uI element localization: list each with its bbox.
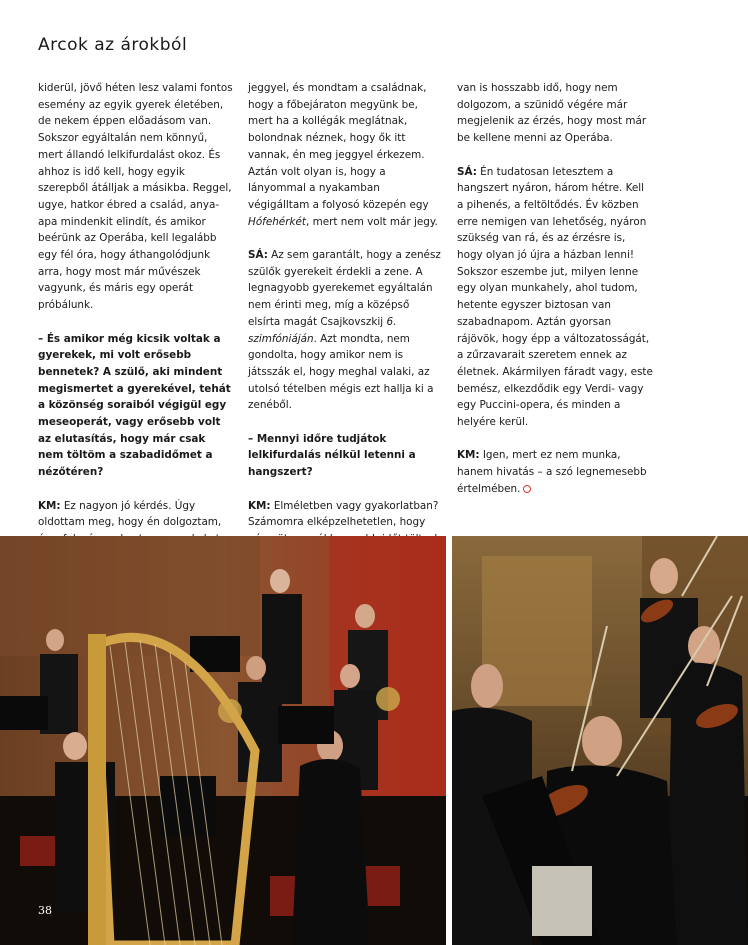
- title-italic: Hófehérkét: [248, 215, 306, 228]
- interview-question: – Mennyi időre tudjátok lelkifurdalás nélkül letenni a hangszert?: [248, 432, 416, 479]
- page-title: Arcok az árokból: [38, 35, 188, 55]
- answer-text: Én tudatosan letesztem a hangszert nyáron, három hétre. Kell a pihenés, a feltöltődés. Év közben erre nemigen van lehetőség, nyáron szükség van rá, és az érzésre is, hogy olyan jó újra a házban lenni! Sokszor eszembe jut, milyen lenne egy olyan munkahely, ahol tudom, hetente egyszer biztosan van szabadnapom. Aztán gyorsan rájövök, hogy épp a változatosságát, a zűrzavarait szeretem ennek az életnek. Akármilyen fáradt vagy, este bemész, elkezdődik egy Verdi- vagy egy Puccini-opera, és minden a helyére kerül.: [457, 165, 653, 429]
- speaker-initials: KM:: [248, 499, 271, 512]
- interview-question: – És amikor még kicsik voltak a gyerekek, mi volt erősebb bennetek? A szülő, aki mindent megismertet a gyerekével, tehát a közönség soraiból végigül egy meseoperát, vagy erősebb volt az elutasítás, hogy már csak nem töltöm a szabadidőmet a nézőtéren?: [38, 332, 231, 479]
- paragraph: kiderül, jövő héten lesz valami fontos esemény az egyik gyerek életében, de nekem éppen előadásom van. Sokszor egyáltalán nem könnyű, mert állandó lelkifurdalást okoz. És ahhoz is idő kell, hogy egyik szerepből átálljak a másikba. Reggel, ugye, hatkor ébred a család, anya-apa mindenkit elindít, és amikor beérünk az Operába, kell legalább egy fél óra, hogy áthangolódjunk arra, hogy most már művészek vagyunk, és máris egy operát próbálunk.: [38, 82, 233, 312]
- orchestra-harp-photo: [0, 536, 446, 945]
- answer-text: Igen, mert ez nem munka, hanem hivatás – a szó legnemesebb értelmében.: [457, 449, 647, 495]
- paragraph: van is hosszabb idő, hogy nem dolgozom, a szünidő végére már megjelenik az érzés, hogy most már be kellene menni az Operába.: [457, 82, 647, 145]
- circle-end-mark-icon: [523, 485, 531, 493]
- title-italic: 6. szimfóniáján: [248, 315, 397, 345]
- speaker-initials: KM:: [457, 449, 480, 462]
- text-span: Az sem garantált, hogy a zenész szülők gyerekeit érdekli a zene. A legnagyobb gyerekemet egyáltalán nem érinti meg, míg a középső elsírta magát Csajkovszkij: [248, 249, 441, 328]
- text-span: , mert nem volt már jegy.: [305, 215, 438, 228]
- paragraph: [248, 247, 444, 414]
- speaker-initials: SÁ:: [457, 165, 477, 178]
- text-span: . Azt mondta, nem gondolta, hogy amikor nem is játsszák el, hogy meghal valaki, az utolsó tételben mégis ezt hallja ki a zenéből.: [248, 332, 434, 412]
- text-column-2: [248, 80, 444, 581]
- paragraph: [248, 80, 444, 230]
- speaker-initials: KM:: [38, 499, 61, 512]
- violinists-photo: [452, 536, 748, 945]
- answer-text: Elméletben vagy gyakorlatban? Számomra elképzelhetetlen, hogy: [248, 499, 439, 529]
- page-number: 38: [38, 904, 52, 917]
- text-span: jeggyel, és mondtam a családnak, hogy a főbejáraton megyünk be, mert ha a kollégák meglátnak, bolondnak néznek, hogy ők itt vannak, én meg jeggyel érkezem. Aztán volt olyan is, hogy a lányommal a nyakamban végigálltam a folyosó közepén egy: [248, 82, 429, 211]
- speaker-initials: SÁ:: [248, 249, 268, 262]
- text-column-3: [457, 80, 653, 498]
- paragraph: [457, 447, 653, 497]
- paragraph: [457, 164, 653, 431]
- answer-text: Ez nagyon jó kérdés. Úgy oldottam meg, hogy én dolgoztam,: [38, 499, 222, 529]
- text-column-1: [38, 80, 234, 581]
